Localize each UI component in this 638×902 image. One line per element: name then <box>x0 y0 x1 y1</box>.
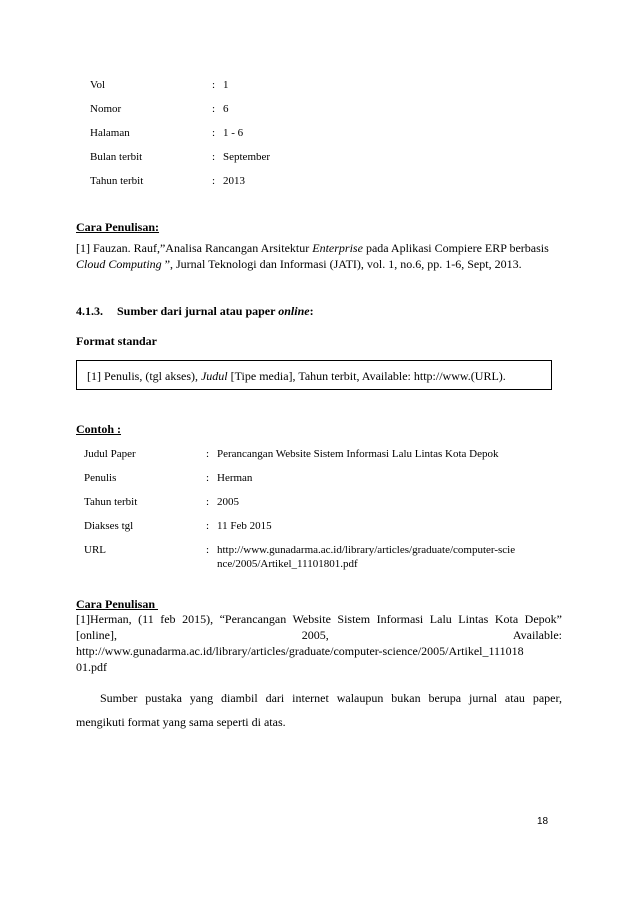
contoh-key: URL <box>84 544 106 556</box>
url-line-1: http://www.gunadarma.ac.id/library/articles/graduate/computer-scie <box>217 544 516 556</box>
citation-2-line-3: http://www.gunadarma.ac.id/library/articles/graduate/computer-science/2005/Artikel_111018 <box>76 644 524 658</box>
cara-penulisan-2-heading <box>76 597 158 612</box>
citation-example-1 <box>76 240 556 272</box>
journal-info-sep: : <box>212 79 216 91</box>
contoh-sep: : <box>206 520 210 532</box>
citation-italic: Cloud Computing <box>76 257 162 271</box>
contoh-key: Penulis <box>84 472 117 484</box>
format-italic: Judul <box>200 369 228 383</box>
contoh-url-value <box>217 543 557 571</box>
journal-info-value: 1 <box>223 79 229 91</box>
journal-info-value: 1 - 6 <box>223 127 244 139</box>
journal-info-sep: : <box>212 103 216 115</box>
journal-info-key: Bulan terbit <box>90 151 143 163</box>
contoh-value: 2005 <box>217 496 239 508</box>
cara-penulisan-2-heading-text: Cara Penulisan <box>76 597 159 611</box>
citation-text: pada Aplikasi Compiere ERP berbasis <box>362 241 549 255</box>
contoh-sep: : <box>206 544 210 556</box>
section-title: Sumber dari jurnal atau paper <box>117 304 279 318</box>
journal-info-value: 2013 <box>223 175 245 187</box>
journal-info-value: September <box>223 151 271 163</box>
contoh-key: Judul Paper <box>84 448 136 460</box>
citation-2-line-2: [online], 2005, Available: <box>76 628 562 642</box>
journal-info-row-tahun-terbit <box>90 174 570 188</box>
format-text: [1] Penulis, (tgl akses), <box>87 369 201 383</box>
contoh-value: Perancangan Website Sistem Informasi Lalu Lintas Kota Depok <box>217 448 499 460</box>
contoh-row-penulis <box>84 471 564 485</box>
citation-text: ”, Jurnal Teknologi dan Informasi (JATI), vol. 1, no.6, pp. 1-6, Sept, 2013. <box>161 257 522 271</box>
format-heading: Format standar <box>76 334 157 348</box>
page-number: 18 <box>537 816 549 827</box>
journal-info-sep: : <box>212 127 216 139</box>
contoh-heading: Contoh : <box>76 422 122 436</box>
contoh-key: Diakses tgl <box>84 520 134 532</box>
journal-info-row-halaman <box>90 126 570 140</box>
journal-info-key: Tahun terbit <box>90 175 144 187</box>
journal-info-row-nomor <box>90 102 570 116</box>
format-box <box>76 360 552 390</box>
journal-info-row-bulan-terbit <box>90 150 570 164</box>
paragraph-line-1: Sumber pustaka yang diambil dari internet walaupun bukan berupa jurnal atau paper, <box>100 691 562 705</box>
citation-text: [1] Fauzan. Rauf,”Analisa Rancangan Arsitektur <box>76 241 313 255</box>
contoh-row-tahun-terbit <box>84 495 564 509</box>
contoh-key: Tahun terbit <box>84 496 138 508</box>
contoh-row-url <box>84 543 564 571</box>
journal-info-key: Halaman <box>90 127 130 139</box>
journal-info-value: 6 <box>223 103 229 115</box>
section-number: 4.1.3. <box>76 304 103 318</box>
journal-info-key: Nomor <box>90 103 122 115</box>
journal-info-sep: : <box>212 175 216 187</box>
citation-italic: Enterprise <box>312 241 363 255</box>
contoh-value: Herman <box>217 472 253 484</box>
contoh-row-judul-paper <box>84 447 564 461</box>
journal-info-row-vol <box>90 78 570 92</box>
contoh-sep: : <box>206 448 210 460</box>
contoh-row-diakses-tgl <box>84 519 564 533</box>
paragraph-line-2: mengikuti format yang sama seperti di atas. <box>76 715 286 729</box>
section-title-italic: online <box>278 304 310 318</box>
journal-info-sep: : <box>212 151 216 163</box>
citation-example-2 <box>76 611 562 675</box>
citation-2-line-4: 01.pdf <box>76 660 107 674</box>
contoh-sep: : <box>206 472 210 484</box>
format-text: [Tipe media], Tahun terbit, Available: http://www.(URL). <box>227 369 506 383</box>
contoh-value: 11 Feb 2015 <box>217 520 272 532</box>
citation-2-line-1: [1]Herman, (11 feb 2015), “Perancangan Website Sistem Informasi Lalu Lintas Kota Depok” <box>76 612 562 626</box>
url-line-2: nce/2005/Artikel_11101801.pdf <box>217 558 358 570</box>
cara-penulisan-heading: Cara Penulisan: <box>76 220 160 234</box>
section-title-colon: : <box>309 304 314 318</box>
section-heading <box>76 304 314 319</box>
body-paragraph <box>76 686 562 734</box>
contoh-sep: : <box>206 496 210 508</box>
journal-info-key: Vol <box>90 79 106 91</box>
